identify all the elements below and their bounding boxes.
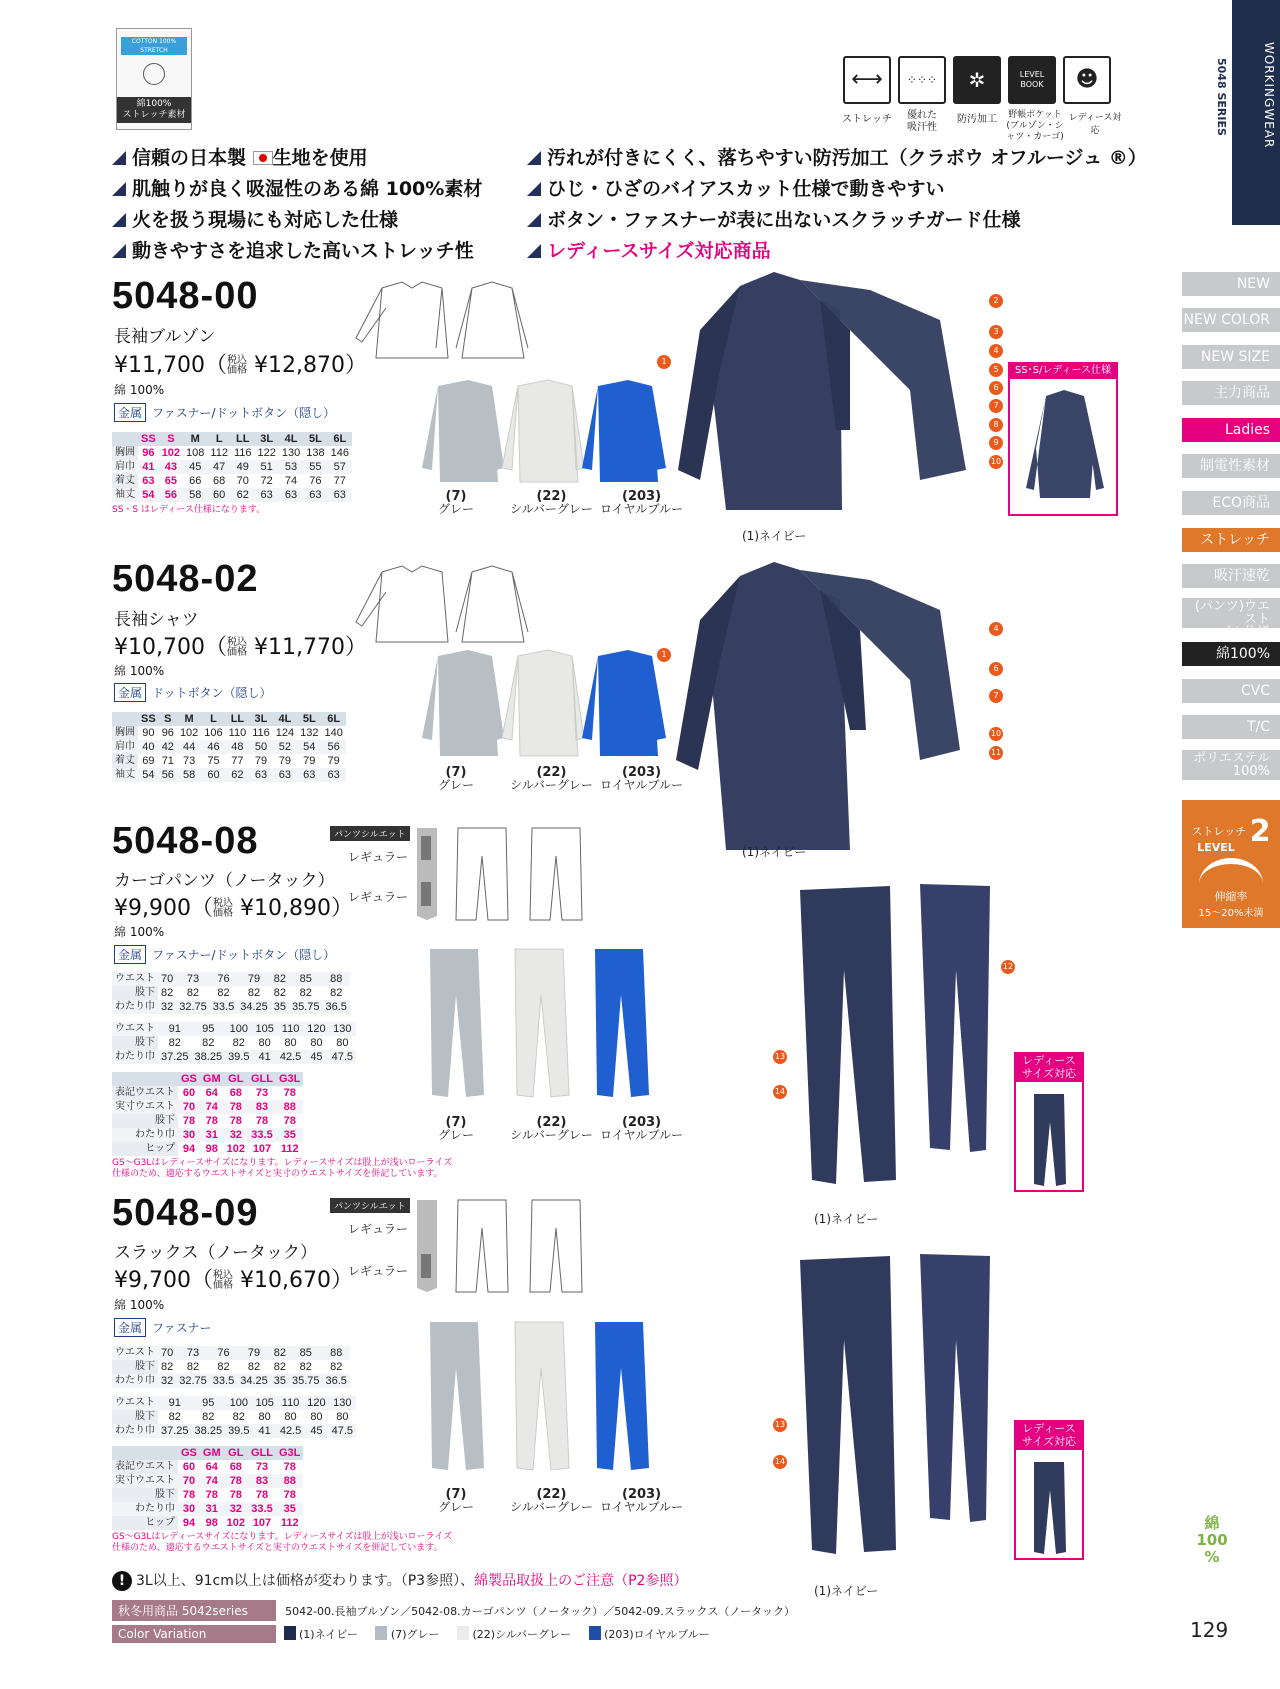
side-tab-new[interactable]: NEW [1182, 272, 1280, 296]
product-code: 5048-08 [112, 820, 259, 862]
cargo-variants [420, 945, 670, 1105]
variant-caption-silver: (22) シルバーグレー [510, 1115, 593, 1142]
jacket-flat-sketch [352, 278, 532, 366]
size-note: SS・S はレディース仕様になります。 [112, 505, 266, 515]
callout-1: 1 [657, 648, 671, 662]
tax-label: 税込 価格 [227, 637, 247, 658]
silhouette-label: パンツシルエット [330, 826, 410, 841]
ladies-size-label: レディース サイズ対応 [1014, 1052, 1084, 1082]
side-tab-eco[interactable]: ECO商品 [1182, 491, 1280, 515]
product-name: 長袖ブルゾン [114, 327, 216, 347]
cotton-mark-a: 綿 [1204, 1514, 1220, 1532]
badge-logo-icon [143, 63, 165, 85]
side-tab-rubber-waist[interactable]: (パンツ)ウエスト ゴム仕様 [1182, 598, 1280, 628]
stretch-icon: ⟷ [843, 56, 891, 104]
side-tab-antistatic[interactable]: 制電性素材 [1182, 454, 1280, 478]
jacket-variants [418, 378, 668, 486]
swatch-royal-label: (203)ロイヤルブルー [604, 1628, 710, 1641]
price-value: ¥9,900 [114, 896, 191, 921]
waist-table-1: ウエスト 70 73 76 79 82 85 88 股下 82 82 82 82 82 82 82 わたり巾 32 32.75 33.5 34.25 35 35.75 36.5 [112, 1346, 350, 1388]
color-variation-label: Color Variation [112, 1625, 276, 1643]
autumn-series-text: 5042-00.長袖ブルゾン／5042-08.カーゴパンツ（ノータック）／5042-09.スラックス（ノータック） [285, 1605, 796, 1618]
callout-2: 2 [989, 294, 1003, 308]
stretch-badge-levelnum: 2 [1249, 814, 1271, 849]
closure: ファスナー [152, 1321, 212, 1335]
material: 綿 100% [114, 1298, 165, 1312]
regular-label-1: レギュラー [348, 1222, 409, 1236]
ladies-size-frame [1014, 1420, 1084, 1560]
product-price: ¥11,700（税込 価格 ¥12,870） [114, 353, 367, 378]
main-jacket-image [670, 270, 990, 520]
stretch-badge-level: LEVEL [1197, 841, 1235, 854]
main-slacks-image [780, 1250, 1000, 1570]
stretch-badge-rate: 伸縮率 [1214, 890, 1248, 903]
main-caption-shirt: (1)ネイビー [742, 845, 807, 859]
callout-6: 6 [989, 381, 1003, 395]
stretch-badge-range: 15～20%未満 [1198, 908, 1264, 919]
stretch-arrow-icon [1199, 858, 1263, 884]
feature-0-text: 信頼の日本製 [132, 147, 247, 169]
ladies-version-frame [1008, 362, 1118, 516]
variant-caption-royal: (203) ロイヤルブルー [600, 489, 684, 516]
autumn-series-label: 秋冬用商品 5042series [112, 1600, 276, 1621]
warning-text: 3L以上、91cm以上は価格が変わります。（P3参照）、 [136, 1573, 475, 1589]
japan-flag-icon [253, 151, 273, 165]
feature-1: 肌触りが良く吸湿性のある綿 100%素材 [112, 174, 482, 201]
tax-price: ¥10,670 [240, 1268, 331, 1293]
closure-line [114, 945, 335, 964]
silhouette-label: パンツシルエット [330, 1198, 410, 1213]
slacks-variants [420, 1318, 670, 1478]
tax-price: ¥11,770 [254, 635, 345, 660]
size-table: SS S M L LL 3L 4L 5L 6L 胸囲 96 102 108 112 116 122 130 138 146 肩巾 41 43 45 47 49 51 53 55 57 着丈 63 65 66 68 70 72 74 76 77 袖丈 54 56 58 60 62 63 63 63 63 [112, 432, 352, 502]
shirt-variants [418, 648, 668, 760]
product-price: ¥9,700（税込 価格 ¥10,670） [114, 1268, 353, 1293]
cotton-mark-c: % [1204, 1548, 1220, 1566]
callout-13: 13 [773, 1050, 787, 1064]
price-value: ¥10,700 [114, 635, 205, 660]
variant-caption-royal: (203) ロイヤルブルー [600, 1487, 684, 1514]
swatch-navy [284, 1626, 296, 1640]
variant-caption-royal: (203) ロイヤルブルー [600, 765, 684, 792]
page-number: 129 [1190, 1618, 1229, 1642]
callout-6: 6 [989, 662, 1003, 676]
variant-caption-grey: (7) グレー [438, 1115, 475, 1142]
swatch-silver-label: (22)シルバーグレー [472, 1628, 572, 1641]
product-price: ¥9,900（税込 価格 ¥10,890） [114, 896, 353, 921]
side-tab-polyester[interactable]: ポリエステル 100% [1182, 750, 1280, 780]
regular-label-2: レギュラー [348, 890, 409, 904]
price-value: ¥9,700 [114, 1268, 191, 1293]
variant-caption-royal: (203) ロイヤルブルー [600, 1115, 684, 1142]
ladies-size-table: GS GM GL GLL G3L 表記ウエスト 60 64 68 73 78 実寸ウエスト 70 74 78 83 88 股下 78 78 78 78 78 わたり巾 30 31 32 33.5 35 ヒップ 94 98 102 107 112 [112, 1072, 303, 1156]
callout-13: 13 [773, 1418, 787, 1432]
callout-14: 14 [773, 1455, 787, 1469]
ladies-head-icon: ☻ [1063, 56, 1111, 104]
icon-label-2: 防汚加工 [957, 114, 997, 125]
closure-line [114, 683, 272, 702]
series-subtitle: 5048 SERIES [1215, 58, 1228, 136]
function-icons [842, 56, 1123, 142]
tax-price: ¥12,870 [254, 353, 345, 378]
product-code: 5048-09 [112, 1192, 259, 1234]
main-caption-slacks: (1)ネイビー [814, 1584, 879, 1598]
material: 綿 100% [114, 383, 165, 397]
side-tab-ladies[interactable]: Ladies [1182, 418, 1280, 442]
callout-10: 10 [989, 727, 1003, 741]
cotton-mark [1194, 1515, 1230, 1566]
tax-label: 税込 価格 [227, 355, 247, 376]
main-shirt-image [670, 560, 990, 850]
cargo-silhouette-icon [413, 826, 441, 922]
metal-tag: 金属 [114, 1318, 146, 1337]
cargo-flat-sketch [452, 826, 592, 922]
regular-label-1: レギュラー [348, 850, 409, 864]
autumn-series-row [112, 1600, 1012, 1620]
feature-3: 動きやすさを追求した高いストレッチ性 [112, 236, 474, 263]
ladies-size-label: レディース サイズ対応 [1014, 1420, 1084, 1450]
side-tab-cvc[interactable]: CVC [1182, 679, 1280, 703]
variant-caption-silver: (22) シルバーグレー [510, 1487, 593, 1514]
feature-4: 汚れが付きにくく、落ちやすい防汚加工（クラボウ オフルージュ ®） [527, 143, 1147, 170]
side-tab-stretch[interactable]: ストレッチ [1182, 528, 1280, 552]
series-title: WORKINGWEAR [1262, 42, 1276, 149]
absorb-icon: ⁘⁘⁘ [898, 56, 946, 104]
feature-0b-text: 生地を使用 [272, 147, 368, 169]
callout-3: 3 [989, 325, 1003, 339]
callout-4: 4 [989, 622, 1003, 636]
closure: ドットボタン（隠し） [152, 686, 272, 700]
closure: ファスナー/ドットボタン（隠し） [152, 406, 336, 420]
ladies-note: GS～G3Lはレディースサイズになります。レディースサイズは股上が浅いローライズ 仕様のため、適応するウエストサイズと実寸のウエストサイズを併記しています。 [112, 1158, 453, 1179]
metal-tag: 金属 [114, 403, 146, 422]
product-code: 5048-00 [112, 275, 259, 317]
variant-caption-grey: (7) グレー [438, 765, 475, 792]
side-tab-quickdry[interactable]: 吸汗速乾 [1182, 564, 1280, 588]
regular-label-2: レギュラー [348, 1264, 409, 1278]
side-tab-new-color[interactable]: NEW COLOR [1182, 308, 1280, 332]
icon-label-3: 野帳ポケット (ブルゾン・シャツ・カーゴ) [1006, 110, 1064, 142]
ladies-version-label: SS･S/レディース仕様 [1008, 362, 1118, 379]
callout-4: 4 [989, 344, 1003, 358]
side-tab-main[interactable]: 主力商品 [1182, 381, 1280, 405]
material: 綿 100% [114, 664, 165, 678]
badge-band [117, 97, 191, 123]
product-name: カーゴパンツ（ノータック） [114, 871, 335, 891]
waist-table-1: ウエスト 70 73 76 79 82 85 88 股下 82 82 82 82 82 82 82 わたり巾 32 32.75 33.5 34.25 35 35.75 36.5 [112, 972, 350, 1014]
ladies-cargo-image [1030, 1092, 1070, 1188]
icon-label-1: 優れた 吸汗性 [907, 110, 937, 133]
closure-line [114, 403, 335, 422]
stretch-badge-title: ストレッチ [1191, 825, 1247, 838]
tax-price: ¥10,890 [240, 896, 331, 921]
callout-11: 11 [989, 746, 1003, 760]
feature-7: レディースサイズ対応商品 [527, 236, 771, 263]
ladies-size-frame [1014, 1052, 1084, 1192]
shirt-flat-sketch [352, 562, 532, 650]
closure-line [114, 1318, 212, 1337]
closure: ファスナー/ドットボタン（隠し） [152, 948, 336, 962]
variant-caption-grey: (7) グレー [438, 489, 475, 516]
product-code: 5048-02 [112, 558, 259, 600]
cotton-stretch-badge [116, 28, 192, 130]
ladies-size-table: GS GM GL GLL G3L 表記ウエスト 60 64 68 73 78 実寸ウエスト 70 74 78 83 88 股下 78 78 78 78 78 わたり巾 30 31 32 33.5 35 ヒップ 94 98 102 107 112 [112, 1446, 303, 1530]
warning-pink: 綿製品取扱上のご注意（P2参照） [474, 1573, 688, 1589]
side-tab-cotton[interactable]: 綿100% [1182, 642, 1280, 666]
side-tab-tc[interactable]: T/C [1182, 715, 1280, 739]
variant-caption-silver: (22) シルバーグレー [510, 765, 593, 792]
product-name: スラックス（ノータック） [114, 1243, 317, 1263]
stain-guard-icon: ✲ [953, 56, 1001, 104]
level-book-icon: LEVEL BOOK [1008, 56, 1056, 104]
swatch-royal [589, 1626, 601, 1640]
feature-2: 火を扱う現場にも対応した仕様 [112, 205, 398, 232]
ladies-jacket-image [1020, 388, 1110, 508]
callout-8: 8 [989, 418, 1003, 432]
tax-label: 税込 価格 [213, 1270, 233, 1291]
badge-line3: ストレッチ素材 [122, 110, 186, 120]
cotton-mark-b: 100 [1196, 1531, 1228, 1549]
side-tab-new-size[interactable]: NEW SIZE [1182, 345, 1280, 369]
callout-14: 14 [773, 1085, 787, 1099]
callout-7: 7 [989, 689, 1003, 703]
icon-label-4: レディース対応 [1068, 113, 1122, 136]
variant-caption-silver: (22) シルバーグレー [510, 489, 593, 516]
callout-5: 5 [989, 363, 1003, 377]
main-caption-cargo: (1)ネイビー [814, 1212, 879, 1226]
material: 綿 100% [114, 925, 165, 939]
callout-7: 7 [989, 399, 1003, 413]
swatch-grey [375, 1626, 387, 1640]
ladies-note: GS～G3Lはレディースサイズになります。レディースサイズは股上が浅いローライズ 仕様のため、適応するウエストサイズと実寸のウエストサイズを併記しています。 [112, 1532, 453, 1553]
price-warning [112, 1570, 687, 1591]
badge-line2: 綿100% [136, 99, 172, 109]
icon-label-0: ストレッチ [842, 114, 892, 125]
callout-10: 10 [989, 455, 1003, 469]
stretch-level-badge [1182, 800, 1280, 928]
swatch-silver [457, 1626, 469, 1640]
product-price: ¥10,700（税込 価格 ¥11,770） [114, 635, 367, 660]
product-name: 長袖シャツ [114, 610, 199, 630]
feature-0 [112, 143, 368, 170]
swatch-navy-label: (1)ネイビー [299, 1628, 358, 1641]
callout-1: 1 [657, 355, 671, 369]
slacks-silhouette-icon [413, 1198, 441, 1294]
tax-label: 税込 価格 [213, 898, 233, 919]
waist-table-2: ウエスト 91 95 100 105 110 120 130 股下 82 82 82 80 80 80 80 わたり巾 37.25 38.25 39.5 41 42.5 45 47.5 [112, 1022, 356, 1064]
warning-icon: ! [112, 1571, 132, 1591]
callout-9: 9 [989, 436, 1003, 450]
feature-5: ひじ・ひざのバイアスカット仕様で動きやすい [527, 174, 944, 201]
main-caption-jacket: (1)ネイビー [742, 529, 807, 543]
size-table: SS S M L LL 3L 4L 5L 6L 胸囲 90 96 102 106 110 116 124 132 140 肩巾 40 42 44 46 48 50 52 54 56 着丈 69 71 73 75 77 79 79 79 79 袖丈 54 56 58 60 62 63 63 63 63 [112, 712, 346, 782]
metal-tag: 金属 [114, 945, 146, 964]
swatch-grey-label: (7)グレー [390, 1628, 440, 1641]
price-value: ¥11,700 [114, 353, 205, 378]
waist-table-2: ウエスト 91 95 100 105 110 120 130 股下 82 82 82 80 80 80 80 わたり巾 37.25 38.25 39.5 41 42.5 45 47.5 [112, 1396, 356, 1438]
badge-ribbon: COTTON 100% STRETCH [121, 37, 187, 55]
feature-6: ボタン・ファスナーが表に出ないスクラッチガード仕様 [527, 205, 1020, 232]
ladies-slacks-image [1030, 1460, 1070, 1556]
metal-tag: 金属 [114, 683, 146, 702]
color-variation-row [112, 1625, 1012, 1645]
main-cargo-image [780, 880, 1000, 1200]
slacks-flat-sketch [452, 1198, 592, 1294]
variant-caption-grey: (7) グレー [438, 1487, 475, 1514]
callout-12: 12 [1001, 960, 1015, 974]
